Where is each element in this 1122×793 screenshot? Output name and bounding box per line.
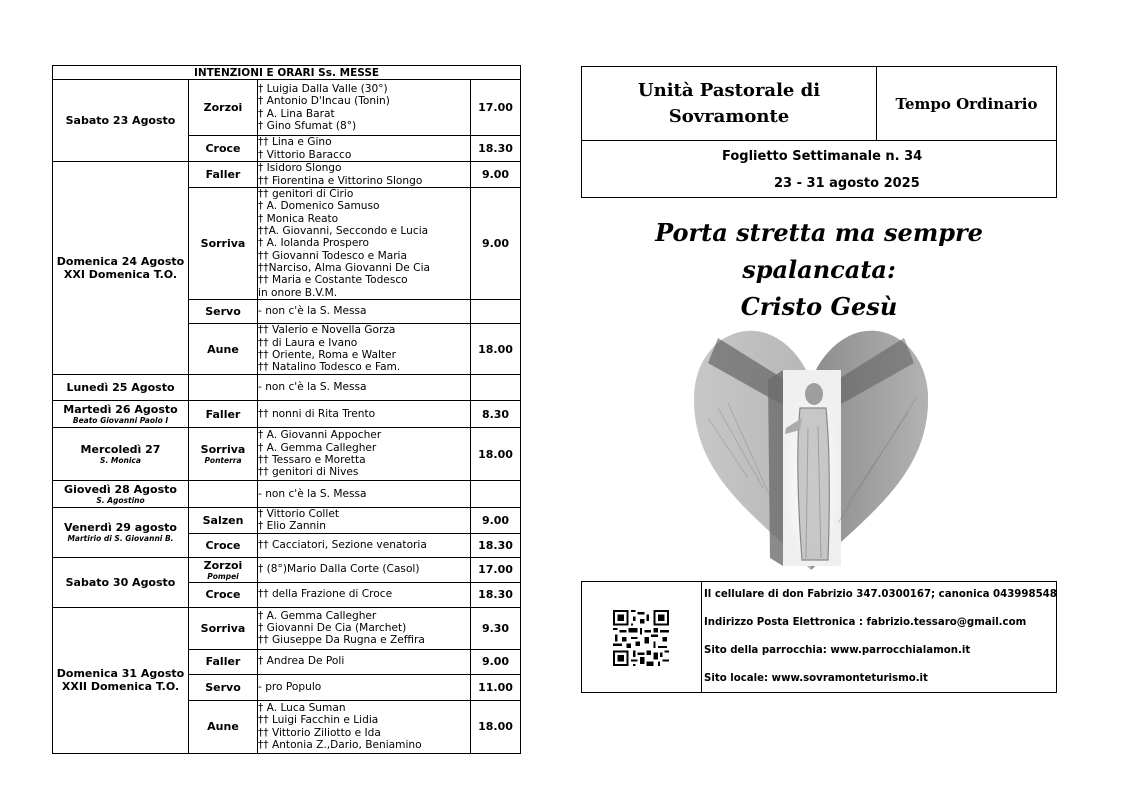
place-cell: Servo xyxy=(189,674,258,700)
day-cell: Domenica 24 Agosto XXI Domenica T.O. xyxy=(53,162,189,375)
place-cell: Faller xyxy=(189,401,258,428)
time-cell: 9.00 xyxy=(471,649,521,674)
unit-line-2: Sovramonte xyxy=(668,105,790,127)
day-cell: Giovedì 28 Agosto S. Agostino xyxy=(53,481,189,508)
title-box xyxy=(581,66,1057,141)
place-cell: Zorzoi xyxy=(189,80,258,136)
contact-box xyxy=(581,581,1057,693)
time-cell: 18.30 xyxy=(471,136,521,162)
headline-line-1: Porta stretta ma sempre spalancata: xyxy=(655,218,983,284)
intentions-cell: † Luigia Dalla Valle (30°) † Antonio D'Incau (Tonin) † A. Lina Barat † Gino Sfumat (8°) xyxy=(258,80,471,136)
parish-site-link[interactable]: Sito della parrocchia: www.parrocchialamon.it xyxy=(704,645,971,656)
place-cell: Aune xyxy=(189,700,258,753)
intentions-cell: †† della Frazione di Croce xyxy=(258,582,471,607)
table-row xyxy=(53,80,521,136)
email-contact[interactable]: Indirizzo Posta Elettronica : fabrizio.tessaro@gmail.com xyxy=(704,617,1027,628)
day-cell: Martedì 26 Agosto Beato Giovanni Paolo I xyxy=(53,401,189,428)
place-cell: Croce xyxy=(189,582,258,607)
time-cell: 17.00 xyxy=(471,557,521,582)
intentions-cell: †† genitori di Cirio † A. Domenico Samuso † Monica Reato ††A. Giovanni, Seccondo e Lucia † A. Iolanda Prospero †† Giovanni Todesco e Maria ††Narciso, Alma Giovanni De Cia †† Maria e Costante Todesco in onore B.V.M. xyxy=(258,188,471,300)
intentions-cell: † A. Giovanni Appocher † A. Gemma Callegher †† Tessaro e Moretta †† genitori di Nives xyxy=(258,428,471,481)
table-row xyxy=(53,557,521,582)
pastoral-unit-title xyxy=(582,67,877,140)
intentions-cell: - non c'è la S. Messa xyxy=(258,300,471,324)
schedule-title: INTENZIONI E ORARI Ss. MESSE xyxy=(53,66,521,80)
bulletin-info-box xyxy=(581,141,1057,198)
place-cell: Sorriva xyxy=(189,607,258,649)
day-cell: Lunedì 25 Agosto xyxy=(53,375,189,401)
place-cell: Salzen xyxy=(189,508,258,534)
time-cell: 18.30 xyxy=(471,533,521,557)
day-cell: Sabato 30 Agosto xyxy=(53,557,189,607)
bulletin-number: Foglietto Settimanale n. 34 xyxy=(722,149,923,164)
time-cell xyxy=(471,375,521,401)
intentions-cell: †† Lina e Gino † Vittorio Baracco xyxy=(258,136,471,162)
place-cell: Croce xyxy=(189,533,258,557)
intentions-cell: †† nonni di Rita Trento xyxy=(258,401,471,428)
place-cell xyxy=(189,375,258,401)
place-cell: Zorzoi Pompei xyxy=(189,557,258,582)
liturgical-season: Tempo Ordinario xyxy=(895,94,1038,113)
time-cell: 18.00 xyxy=(471,324,521,375)
table-row xyxy=(53,428,521,481)
local-site-link[interactable]: Sito locale: www.sovramonteturismo.it xyxy=(704,673,928,684)
place-cell: Aune xyxy=(189,324,258,375)
table-row xyxy=(53,607,521,649)
place-cell: Faller xyxy=(189,162,258,188)
intentions-cell: † Andrea De Poli xyxy=(258,649,471,674)
phone-contact: Il cellulare di don Fabrizio 347.0300167; canonica 043998548 xyxy=(704,589,1057,600)
unit-line-1: Unità Pastorale di xyxy=(637,79,821,101)
mass-schedule-table xyxy=(52,65,521,754)
time-cell xyxy=(471,481,521,508)
time-cell: 18.00 xyxy=(471,428,521,481)
bulletin-dates: 23 - 31 agosto 2025 xyxy=(774,176,920,191)
intentions-cell: †† Valerio e Novella Gorza †† di Laura e Ivano †† Oriente, Roma e Walter †† Natalino Todesco e Fam. xyxy=(258,324,471,375)
time-cell: 17.00 xyxy=(471,80,521,136)
qr-code-icon[interactable] xyxy=(610,610,672,666)
intentions-cell: †† Cacciatori, Sezione venatoria xyxy=(258,533,471,557)
day-cell: Venerdì 29 agosto Martirio di S. Giovanni B. xyxy=(53,508,189,558)
time-cell: 18.00 xyxy=(471,700,521,753)
time-cell: 9.30 xyxy=(471,607,521,649)
place-cell xyxy=(189,481,258,508)
table-row xyxy=(53,508,521,534)
place-cell: Sorriva Ponterra xyxy=(189,428,258,481)
time-cell: 9.00 xyxy=(471,508,521,534)
headline-line-2: Cristo Gesù xyxy=(740,292,898,321)
time-cell: 18.30 xyxy=(471,582,521,607)
day-cell: Domenica 31 Agosto XXII Domenica T.O. xyxy=(53,607,189,753)
place-cell: Faller xyxy=(189,649,258,674)
heart-cross-door-illustration xyxy=(688,308,934,572)
time-cell: 8.30 xyxy=(471,401,521,428)
table-row xyxy=(53,401,521,428)
time-cell xyxy=(471,300,521,324)
table-row xyxy=(53,375,521,401)
table-row xyxy=(53,162,521,188)
place-cell: Croce xyxy=(189,136,258,162)
intentions-cell: - non c'è la S. Messa xyxy=(258,375,471,401)
intentions-cell: † Isidoro Slongo †† Fiorentina e Vittorino Slongo xyxy=(258,162,471,188)
time-cell: 9.00 xyxy=(471,162,521,188)
intentions-cell: - pro Populo xyxy=(258,674,471,700)
intentions-cell: † A. Gemma Callegher † Giovanni De Cia (Marchet) †† Giuseppe Da Rugna e Zeffira xyxy=(258,607,471,649)
table-row xyxy=(53,481,521,508)
time-cell: 9.00 xyxy=(471,188,521,300)
day-cell: Mercoledì 27 S. Monica xyxy=(53,428,189,481)
place-cell: Sorriva xyxy=(189,188,258,300)
time-cell: 11.00 xyxy=(471,674,521,700)
table-header-row xyxy=(53,66,521,80)
intentions-cell: † Vittorio Collet † Elio Zannin xyxy=(258,508,471,534)
qr-area xyxy=(582,582,702,692)
place-cell: Servo xyxy=(189,300,258,324)
day-cell: Sabato 23 Agosto xyxy=(53,80,189,162)
intentions-cell: † (8°)Mario Dalla Corte (Casol) xyxy=(258,557,471,582)
intentions-cell: - non c'è la S. Messa xyxy=(258,481,471,508)
intentions-cell: † A. Luca Suman †† Luigi Facchin e Lidia †† Vittorio Ziliotto e Ida †† Antonia Z.,Dario, Beniamino xyxy=(258,700,471,753)
